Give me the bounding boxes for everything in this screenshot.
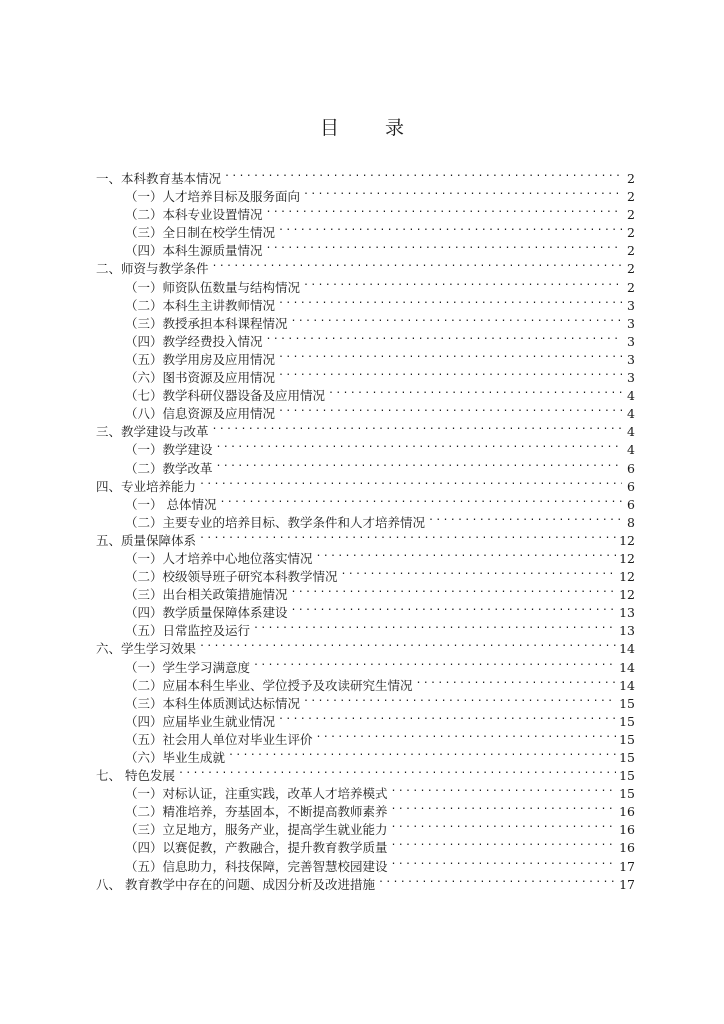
toc-entry-title: 六、学生学习效果	[96, 641, 197, 657]
toc-page-number: 8	[627, 514, 635, 530]
toc-dot-leader	[391, 798, 617, 816]
toc-dot-leader	[266, 201, 622, 219]
toc-entry-title: （六）毕业生成就	[125, 750, 226, 765]
toc-dot-leader	[341, 563, 617, 581]
toc-dot-leader	[212, 255, 622, 273]
toc-page-number: 12	[619, 569, 635, 585]
toc-entry-title: （六）图书资源及应用情况	[125, 370, 276, 386]
toc-entry-title: 三、教学建设与改革	[96, 424, 209, 440]
toc-entry-title: （二）应届本科生毕业、学位授予及攻读研究生情况	[125, 677, 413, 693]
toc-entry-title: （二）本科生主讲教师情况	[125, 297, 276, 313]
toc-page-number: 4	[627, 406, 635, 422]
toc-page-number: 15	[619, 731, 635, 747]
toc-subsection-entry[interactable]	[96, 780, 635, 802]
toc-entry-title: （一）学生学习满意度	[125, 659, 251, 675]
toc-entry-title: （二）精准培养，夯基固本，不断提高教师素养	[125, 804, 388, 820]
toc-page-number: 14	[619, 659, 635, 675]
toc-page-number: 2	[627, 171, 635, 186]
toc-entry-title: （一）教学建设	[125, 442, 213, 458]
toc-page-number: 15	[619, 768, 635, 784]
toc-dot-leader	[199, 527, 616, 545]
toc-page-number: 3	[627, 351, 635, 367]
toc-dot-leader	[253, 654, 616, 672]
toc-dot-leader	[278, 708, 616, 726]
toc-entry-title: （五）信息助力，科技保障，完善智慧校园建设	[125, 858, 388, 874]
toc-entry-title: （二）本科专业设置情况	[125, 207, 263, 223]
toc-dot-leader	[391, 834, 617, 852]
toc-page-number: 2	[627, 189, 635, 205]
toc-page-number: 3	[627, 333, 635, 349]
toc-page-number: 12	[619, 532, 635, 548]
toc-entry-title: （一） 总体情况	[125, 496, 217, 512]
toc-page-number: 12	[619, 587, 635, 603]
toc-page-number: 17	[619, 876, 635, 892]
toc-dot-leader	[278, 346, 622, 364]
toc-page-number: 6	[627, 478, 635, 494]
toc-entry-title: 四、专业培养能力	[96, 478, 197, 494]
toc-dot-leader	[391, 816, 617, 834]
toc-dot-leader	[216, 436, 622, 454]
toc-page-number: 14	[619, 677, 635, 693]
toc-dot-leader	[278, 292, 622, 310]
toc-dot-leader	[199, 473, 622, 491]
toc-page-number: 2	[627, 225, 635, 241]
toc-dot-leader	[316, 726, 617, 744]
toc-dot-leader	[278, 219, 622, 237]
table-of-contents	[96, 165, 635, 892]
toc-entry-title: （四）应届毕业生就业情况	[125, 713, 276, 729]
toc-section-entry[interactable]	[96, 165, 635, 186]
toc-entry-title: （五）社会用人单位对毕业生评价	[125, 731, 313, 747]
toc-page-number: 6	[627, 460, 635, 476]
toc-dot-leader	[212, 418, 622, 436]
toc-page-number: 4	[627, 388, 635, 404]
toc-dot-leader	[391, 853, 617, 871]
toc-page-number: 2	[627, 261, 635, 277]
toc-dot-leader	[428, 509, 622, 527]
toc-dot-leader	[303, 183, 622, 201]
page-title	[0, 113, 724, 143]
toc-entry-title: （一）对标认证，注重实践，改革人才培养模式	[125, 786, 388, 802]
toc-page-number: 2	[627, 279, 635, 295]
toc-dot-leader	[278, 400, 622, 418]
toc-dot-leader	[291, 581, 617, 599]
toc-entry-title: （四）教学质量保障体系建设	[125, 605, 288, 621]
toc-dot-leader	[216, 455, 622, 473]
toc-dot-leader	[291, 599, 617, 617]
toc-page-number: 13	[619, 623, 635, 639]
toc-page-number: 2	[627, 207, 635, 223]
toc-entry-title: （四）本科生源质量情况	[125, 243, 263, 259]
toc-entry-title: （一）人才培养目标及服务面向	[125, 189, 301, 205]
toc-dot-leader	[391, 780, 617, 798]
toc-dot-leader	[224, 165, 622, 183]
toc-entry-title: 五、质量保障体系	[96, 532, 197, 548]
toc-entry-title: （三）教授承担本科课程情况	[125, 315, 288, 331]
toc-dot-leader	[219, 491, 622, 509]
toc-entry-title: （四）以赛促教，产教融合，提升教育教学质量	[125, 840, 388, 856]
toc-page-number: 16	[619, 804, 635, 820]
toc-page-number: 15	[619, 695, 635, 711]
toc-page-number: 3	[627, 315, 635, 331]
toc-dot-leader	[303, 274, 622, 292]
toc-entry-title: （七）教学科研仪器设备及应用情况	[125, 388, 326, 404]
toc-dot-leader	[199, 635, 616, 653]
toc-page-number: 13	[619, 605, 635, 621]
toc-page-number: 16	[619, 822, 635, 838]
toc-page-number: 4	[627, 424, 635, 440]
toc-entry-title: （三）全日制在校学生情况	[125, 225, 276, 241]
toc-entry-title: 二、师资与教学条件	[96, 261, 209, 277]
toc-dot-leader	[378, 871, 616, 889]
toc-dot-leader	[416, 672, 617, 690]
toc-page-number: 6	[627, 496, 635, 512]
toc-page-number: 15	[619, 750, 635, 765]
toc-entry-title: （二）主要专业的培养目标、教学条件和人才培养情况	[125, 514, 426, 530]
toc-entry-title: （一）师资队伍数量与结构情况	[125, 279, 301, 295]
toc-entry-title: （八）信息资源及应用情况	[125, 406, 276, 422]
toc-entry-title: 八、 教育教学中存在的问题、成因分析及改进措施	[96, 876, 375, 892]
toc-dot-leader	[266, 328, 622, 346]
toc-entry-title: （二）教学改革	[125, 460, 213, 476]
toc-page-number: 12	[619, 550, 635, 566]
toc-entry-title: （三）立足地方，服务产业，提高学生就业能力	[125, 822, 388, 838]
page-title-char-2: 录	[385, 117, 405, 139]
toc-page-number: 15	[619, 786, 635, 802]
toc-page-number: 3	[627, 297, 635, 313]
toc-entry-title: 一、本科教育基本情况	[96, 171, 222, 186]
toc-dot-leader	[253, 617, 616, 635]
toc-entry-title: 七、 特色发展	[96, 768, 175, 784]
toc-dot-leader	[316, 545, 617, 563]
page-title-char-1: 目	[319, 117, 339, 139]
toc-entry-title: （一）人才培养中心地位落实情况	[125, 550, 313, 566]
toc-dot-leader	[228, 744, 616, 762]
toc-entry-title: （五）教学用房及应用情况	[125, 351, 276, 367]
toc-entry-title: （二）校级领导班子研究本科教学情况	[125, 569, 338, 585]
toc-page-number: 14	[619, 641, 635, 657]
toc-page-number: 4	[627, 442, 635, 458]
toc-dot-leader	[278, 364, 622, 382]
toc-dot-leader	[291, 310, 622, 328]
toc-page-number: 16	[619, 840, 635, 856]
toc-page-number: 3	[627, 370, 635, 386]
toc-entry-title: （三）本科生体质测试达标情况	[125, 695, 301, 711]
toc-entry-title: （五）日常监控及运行	[125, 623, 251, 639]
toc-entry-title: （三）出台相关政策措施情况	[125, 587, 288, 603]
toc-entry-title: （四）教学经费投入情况	[125, 333, 263, 349]
toc-page-number: 15	[619, 713, 635, 729]
toc-dot-leader	[303, 690, 616, 708]
toc-page-number: 2	[627, 243, 635, 259]
toc-page-number: 17	[619, 858, 635, 874]
toc-dot-leader	[178, 762, 616, 780]
toc-dot-leader	[266, 237, 622, 255]
toc-dot-leader	[328, 382, 622, 400]
